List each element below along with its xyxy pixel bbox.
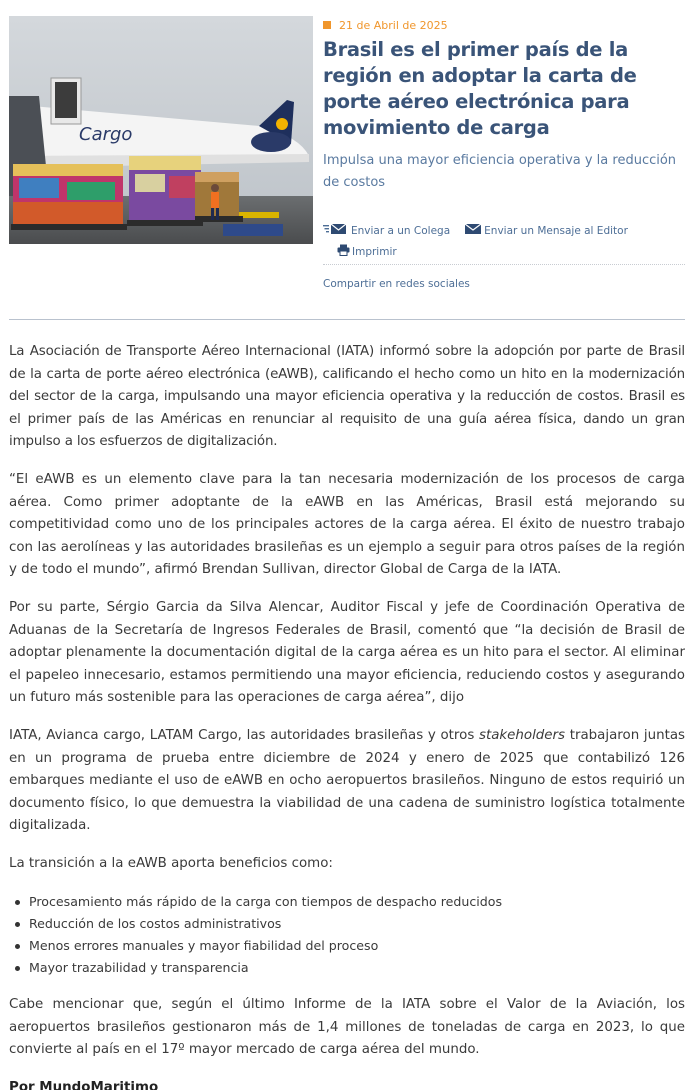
- print-label: Imprimir: [352, 245, 397, 258]
- send-colleague-link[interactable]: [323, 223, 450, 238]
- send-colleague-label: Enviar a un Colega: [351, 224, 451, 237]
- article-paragraph-6: Cabe mencionar que, según el último Informe de la IATA sobre el Valor de la Aviación, los aeropuertos brasileños gestionaron más de 1,4 millones de toneladas de carga en 2023, lo que convierte al país en el 17º mayor mercado de carga aérea del mundo.: [9, 997, 685, 1057]
- list-item: Reducción de los costos administrativos: [9, 913, 685, 935]
- date-marker-icon: [323, 21, 331, 29]
- benefits-list: [9, 891, 685, 979]
- printer-icon: [337, 244, 350, 259]
- fuselage-text: Cargo: [79, 124, 133, 145]
- page-subtitle: Impulsa una mayor eficiencia operativa y la reducción de costos: [323, 153, 677, 190]
- print-link[interactable]: [337, 244, 397, 259]
- list-item: Menos errores manuales y mayor fiabilidad del proceso: [9, 935, 685, 957]
- article-actions: [323, 220, 685, 290]
- date-row: [323, 16, 685, 34]
- publish-date: 21 de Abril de 2025: [339, 18, 448, 32]
- envelope-icon: [464, 223, 482, 238]
- list-item: Procesamiento más rápido de la carga con tiempos de despacho reducidos: [9, 891, 685, 913]
- actions-divider: [323, 264, 685, 265]
- article-paragraph-3: Por su parte, Sérgio Garcia da Silva Alencar, Auditor Fiscal y jefe de Coordinación Operativa de Aduanas de la Secretaría de Ingresos Federales de Brasil, comentó que “la decisión de Brasil de adoptar plenamente la documentación digital de la carga aérea es un hito para el sector. Al eliminar el papeleo innecesario, estamos permitiendo una mayor eficiencia, reduciendo costos y asegurando un futuro más sostenible para las operaciones de carga aérea”, dijo: [9, 600, 685, 705]
- paragraph-4-start: IATA, Avianca cargo, LATAM Cargo, las autoridades brasileñas y otros: [9, 728, 479, 743]
- paragraph-4-italic: stakeholders: [478, 728, 566, 743]
- share-social-link[interactable]: Compartir en redes sociales: [323, 278, 470, 290]
- article-paragraph-5: La transición a la eAWB aporta beneficios como:: [9, 856, 333, 871]
- send-editor-link[interactable]: [464, 223, 628, 238]
- list-item: Mayor trazabilidad y transparencia: [9, 957, 685, 979]
- byline: Por MundoMaritimo: [9, 1080, 159, 1090]
- article-paragraph-2: “El eAWB es un elemento clave para la tan necesaria modernización de los procesos de carga aérea. Como primer adoptante de la eAWB en las Américas, Brasil está mejorando su competitividad como uno de los principales actores de la carga aérea. El éxito de nuestro trabajo con las aerolíneas y las autoridades brasileñas es un ejemplo a seguir para otros países de la región y de todo el mundo”, afirmó Brendan Sullivan, director Global de Carga de la IATA.: [9, 472, 685, 577]
- header-divider: [9, 319, 685, 320]
- article-paragraph-4: [9, 725, 685, 838]
- article-photo: [9, 16, 313, 244]
- article-header: [323, 16, 685, 290]
- cargo-plane-photo-icon: [9, 16, 313, 244]
- article-paragraph-1: La Asociación de Transporte Aéreo Internacional (IATA) informó sobre la adopción por parte de Brasil de la carta de porte aéreo electrónica (eAWB), calificando el hecho como un hito en la modernización del sector de la carga, impulsando una mayor eficiencia operativa y la reducción de costos. Brasil es el primer país de las Américas en renunciar al requisito de una guía aérea física, dando un gran impulso a los esfuerzos de digitalización.: [9, 344, 685, 449]
- forward-mail-icon: [323, 223, 349, 238]
- page-title: Brasil es el primer país de la región en adoptar la carta de porte aéreo electrónica para movimiento de carga: [323, 38, 637, 139]
- send-editor-label: Enviar un Mensaje al Editor: [484, 224, 628, 237]
- paragraph-4-end: trabajaron juntas en un programa de prueba entre diciembre de 2024 y enero de 2025 que contabilizó 126 embarques mediante el uso de eAWB en ocho aeropuertos brasileños. Ninguno de estos requirió un documento físico, lo que demuestra la viabilidad de una cadena de suministro logística totalmente digitalizada.: [9, 728, 686, 833]
- article-body: [9, 341, 685, 1090]
